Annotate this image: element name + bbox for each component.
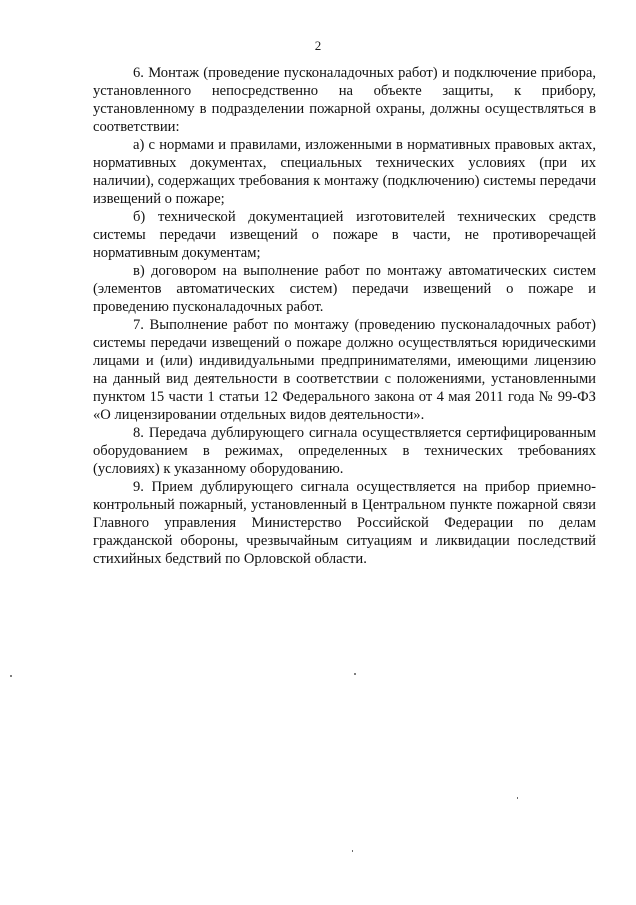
- scan-speck: [10, 675, 12, 677]
- paragraph-6a: а) с нормами и правилами, изложенными в нормативных правовых актах, нормативных документах, специальных технических условиях (при их наличии), содержащих требования к монтажу (подключению) системы передачи извещений о пожаре;: [93, 137, 596, 207]
- scan-speck: [352, 850, 353, 852]
- scan-speck: [517, 797, 518, 799]
- paragraph-6: 6. Монтаж (проведение пусконаладочных работ) и подключение прибора, установленного непосредственно на объекте защиты, к прибору, установленному в подразделении пожарной охраны, должны осуществляться в соответствии:: [93, 65, 596, 135]
- paragraph-7: 7. Выполнение работ по монтажу (проведению пусконаладочных работ) системы передачи извещений о пожаре должно осуществляться юридическими лицами и (или) индивидуальными предпринимателями, имеющими лицензию на данный вид деятельности в соответствии с положениями, установленными пунктом 15 части 1 статьи 12 Федерального закона от 4 мая 2011 года № 99-ФЗ «О лицензировании отдельных видов деятельности».: [93, 317, 596, 423]
- paragraph-9: 9. Прием дублирующего сигнала осуществляется на прибор приемно-контрольный пожарный, установленный в Центральном пункте пожарной связи Главного управления Министерство Российской Федерации по делам гражданской обороны, чрезвычайным ситуациям и ликвидации последствий стихийных бедствий по Орловской области.: [93, 479, 596, 567]
- page-number: 2: [314, 38, 322, 53]
- paragraph-6v: в) договором на выполнение работ по монтажу автоматических систем (элементов автоматических систем) передачи извещений о пожаре и проведению пусконаладочных работ.: [93, 263, 596, 315]
- scan-speck: [354, 673, 356, 675]
- paragraph-6b: б) технической документацией изготовителей технических средств системы передачи извещений о пожаре в части, не противоречащей нормативным документам;: [93, 209, 596, 261]
- document-body: [93, 64, 596, 568]
- paragraph-8: 8. Передача дублирующего сигнала осуществляется сертифицированным оборудованием в режимах, определенных в технических требованиях (условиях) к указанному оборудованию.: [93, 425, 596, 477]
